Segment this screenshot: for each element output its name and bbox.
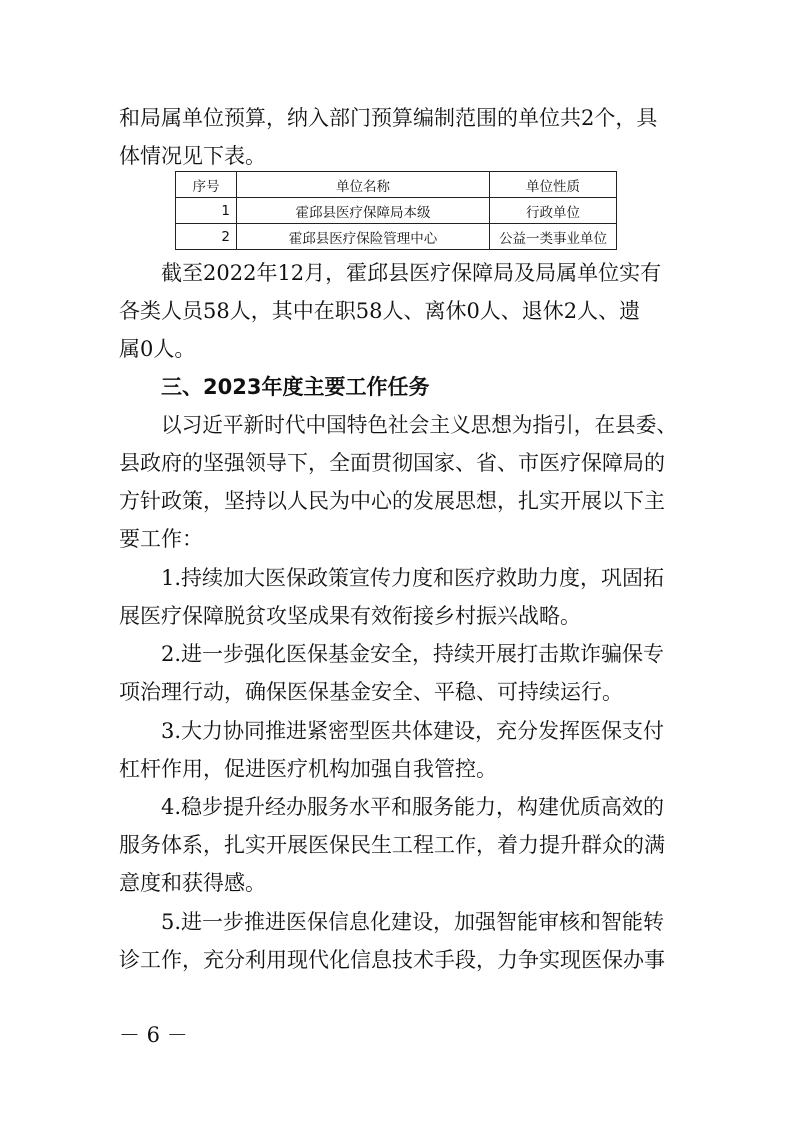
body-line-4: 各类人员58人，其中在职58人、离休0人、退休2人、遗 xyxy=(119,299,641,323)
table-header-cell: 单位性质 xyxy=(490,172,617,198)
body-line-6: 以习近平新时代中国特色社会主义思想为指引，在县委、 xyxy=(161,413,677,437)
task-2-line-2: 项治理行动，确保医保基金安全、平稳、可持续运行。 xyxy=(119,680,623,704)
table-cell: 1 xyxy=(176,198,237,224)
table-header-cell: 序号 xyxy=(176,172,237,198)
task-1-line-2: 展医疗保障脱贫攻坚成果有效衔接乡村振兴战略。 xyxy=(119,604,581,628)
body-line-5: 属0人。 xyxy=(119,337,196,361)
body-line-8: 方针政策，坚持以人民为中心的发展思想，扎实开展以下主 xyxy=(119,489,665,513)
table-cell: 霍邱县医疗保障局本级 xyxy=(237,198,490,224)
task-5-line-1: 5.进一步推进医保信息化建设，加强智能审核和智能转 xyxy=(161,910,665,934)
table-cell: 公益一类事业单位 xyxy=(490,224,617,250)
body-line-1: 和局属单位预算，纳入部门预算编制范围的单位共2个，具 xyxy=(119,106,658,130)
body-line-7: 县政府的坚强领导下，全面贯彻国家、省、市医疗保障局的 xyxy=(119,451,665,475)
body-line-2: 体情况见下表。 xyxy=(119,144,266,168)
task-3-line-1: 3.大力协同推进紧密型医共体建设，充分发挥医保支付 xyxy=(161,719,665,743)
table-cell: 霍邱县医疗保险管理中心 xyxy=(237,224,490,250)
table-header-row xyxy=(176,172,617,198)
task-3-line-2: 杠杆作用，促进医疗机构加强自我管控。 xyxy=(119,757,497,781)
task-4-line-1: 4.稳步提升经办服务水平和服务能力，构建优质高效的 xyxy=(161,795,665,819)
unit-table xyxy=(175,171,617,250)
body-line-3: 截至2022年12月，霍邱县医疗保障局及局属单位实有 xyxy=(161,261,662,285)
task-4-line-2: 服务体系，扎实开展医保民生工程工作，着力提升群众的满 xyxy=(119,833,665,857)
page-number: － 6 － xyxy=(119,1023,188,1047)
table-header-cell: 单位名称 xyxy=(237,172,490,198)
section-heading: 三、2023年度主要工作任务 xyxy=(161,375,430,399)
task-1-line-1: 1.持续加大医保政策宣传力度和医疗救助力度，巩固拓 xyxy=(161,566,665,590)
task-4-line-3: 意度和获得感。 xyxy=(119,871,266,895)
task-2-line-1: 2.进一步强化医保基金安全，持续开展打击欺诈骗保专 xyxy=(161,642,665,666)
table-cell: 行政单位 xyxy=(490,198,617,224)
body-line-9: 要工作： xyxy=(119,527,203,551)
table-row xyxy=(176,224,617,250)
table-row xyxy=(176,198,617,224)
task-5-line-2: 诊工作，充分利用现代化信息技术手段，力争实现医保办事 xyxy=(119,948,665,972)
table-cell: 2 xyxy=(176,224,237,250)
